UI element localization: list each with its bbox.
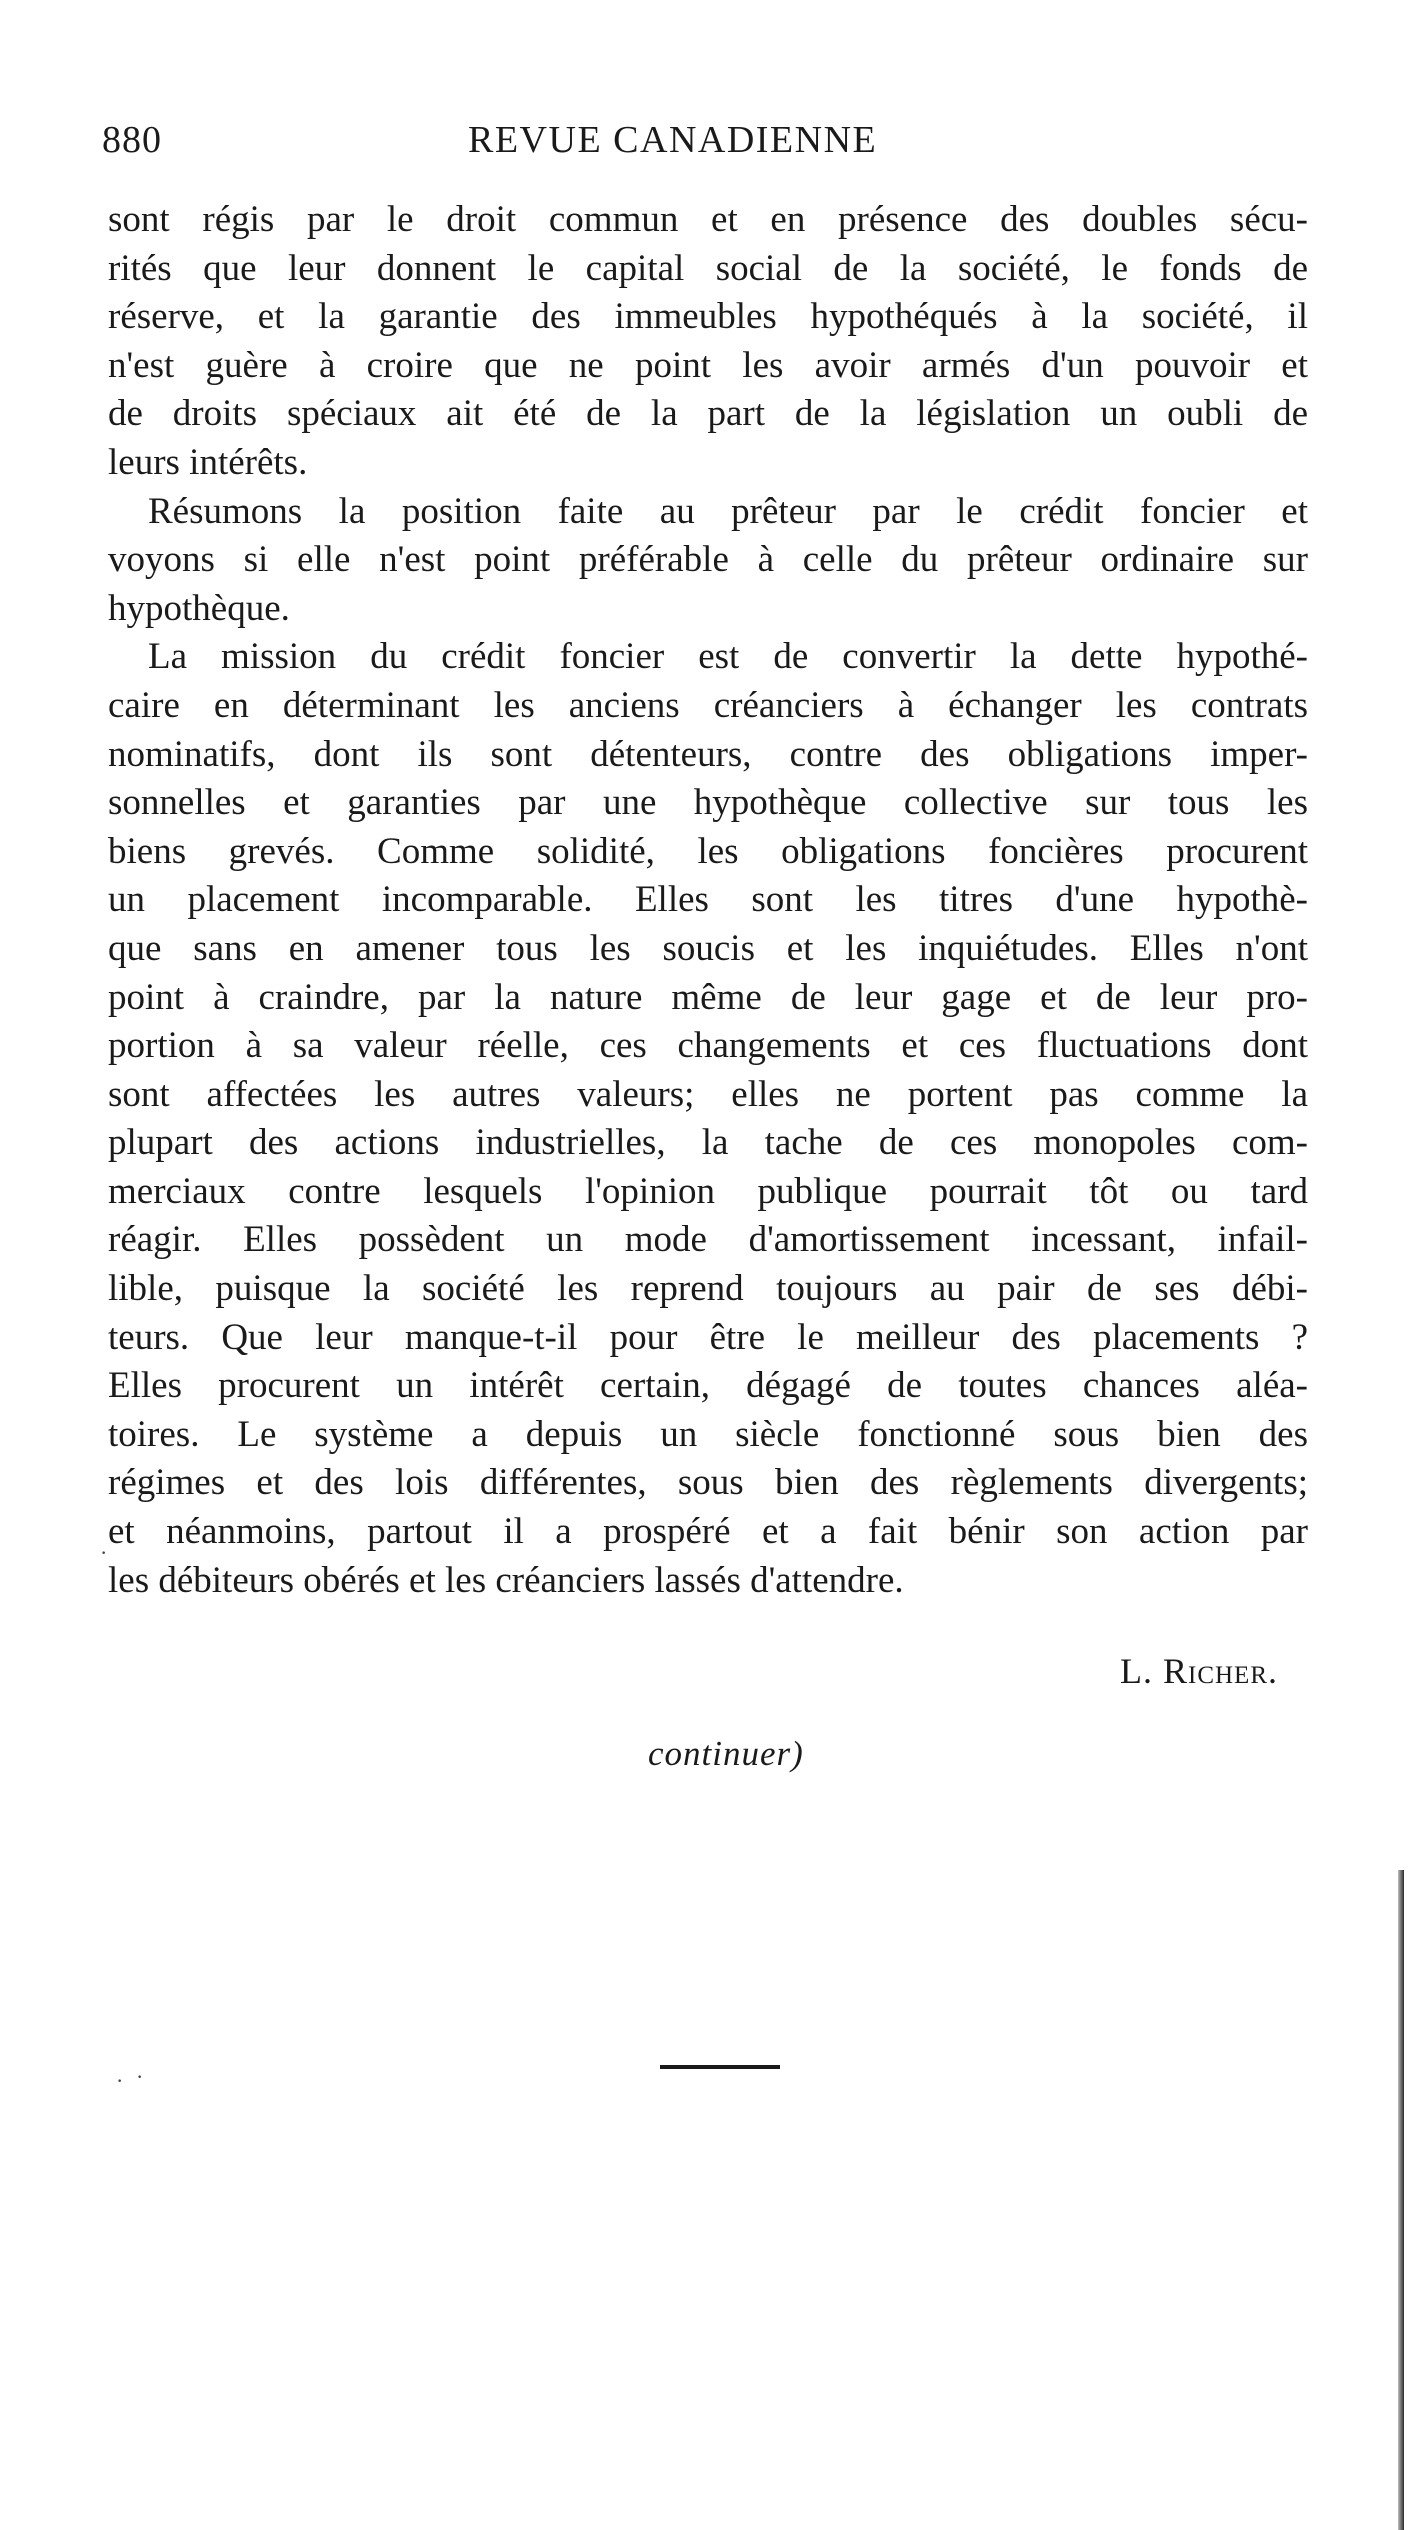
body-text bbox=[108, 196, 1308, 1605]
author-signature bbox=[1120, 1650, 1278, 1692]
text-line: Elles procurent un intérêt certain, dégagé de toutes chances aléa- bbox=[108, 1365, 1308, 1407]
signature-name: Richer. bbox=[1162, 1651, 1278, 1691]
continuation-note: continuer) bbox=[648, 1734, 804, 1773]
text-line: réserve, et la garantie des immeubles hypothéqués à la société, il bbox=[108, 296, 1308, 338]
paragraph bbox=[108, 488, 1308, 634]
text-line: régimes et des lois différentes, sous bien des règlements divergents; bbox=[108, 1462, 1308, 1504]
text-line: biens grevés. Comme solidité, les obligations foncières procurent bbox=[108, 830, 1308, 872]
text-line: voyons si elle n'est point préférable à celle du prêteur ordinaire sur bbox=[108, 539, 1308, 581]
text-line: caire en déterminant les anciens créanciers à échanger les contrats bbox=[108, 684, 1308, 726]
margin-speck: · bbox=[136, 2064, 144, 2089]
text-line: portion à sa valeur réelle, ces changements et ces fluctuations dont bbox=[108, 1025, 1308, 1067]
text-line: de droits spéciaux ait été de la part de la législation un oubli de bbox=[108, 393, 1308, 435]
page-header bbox=[100, 118, 1310, 178]
paragraph bbox=[108, 196, 1308, 488]
text-line: un placement incomparable. Elles sont les titres d'une hypothè- bbox=[108, 879, 1308, 921]
text-line: et néanmoins, partout il a prospéré et a fait bénir son action par bbox=[108, 1511, 1308, 1553]
text-line: merciaux contre lesquels l'opinion publique pourrait tôt ou tard bbox=[108, 1170, 1308, 1212]
text-line: rités que leur donnent le capital social de la société, le fonds de bbox=[108, 247, 1308, 289]
paragraph bbox=[108, 633, 1308, 1605]
text-line: nominatifs, dont ils sont détenteurs, contre des obligations imper- bbox=[108, 733, 1308, 775]
running-title: REVUE CANADIENNE bbox=[468, 119, 878, 161]
closing-rule bbox=[660, 2065, 780, 2069]
text-line: les débiteurs obérés et les créanciers lassés d'attendre. bbox=[108, 1559, 904, 1601]
text-line: leurs intérêts. bbox=[108, 441, 308, 483]
page-edge-shadow bbox=[1398, 1870, 1404, 2530]
text-line: n'est guère à croire que ne point les avoir armés d'un pouvoir et bbox=[108, 344, 1308, 386]
margin-speck: · bbox=[116, 2068, 124, 2093]
text-line: que sans en amener tous les soucis et les inquiétudes. Elles n'ont bbox=[108, 927, 1308, 969]
page-number: 880 bbox=[102, 119, 162, 161]
signature-initial: L. bbox=[1119, 1651, 1153, 1691]
text-line: sont affectées les autres valeurs; elles ne portent pas comme la bbox=[108, 1073, 1308, 1115]
text-line: teurs. Que leur manque-t-il pour être le meilleur des placements ? bbox=[108, 1316, 1308, 1358]
text-line: toires. Le système a depuis un siècle fonctionné sous bien des bbox=[108, 1413, 1308, 1455]
text-line: sonnelles et garanties par une hypothèque collective sur tous les bbox=[108, 782, 1308, 824]
text-line: plupart des actions industrielles, la tache de ces monopoles com- bbox=[108, 1122, 1308, 1164]
text-line: La mission du crédit foncier est de convertir la dette hypothé- bbox=[148, 636, 1308, 678]
text-line: réagir. Elles possèdent un mode d'amortissement incessant, infail- bbox=[108, 1219, 1308, 1261]
text-line: Résumons la position faite au prêteur par le crédit foncier et bbox=[148, 490, 1308, 532]
text-line: sont régis par le droit commun et en présence des doubles sécu- bbox=[108, 199, 1308, 240]
text-line: lible, puisque la société les reprend toujours au pair de ses débi- bbox=[108, 1268, 1308, 1310]
text-line: point à craindre, par la nature même de leur gage et de leur pro- bbox=[108, 976, 1308, 1018]
margin-speck: · bbox=[100, 1540, 108, 1565]
text-line: hypothèque. bbox=[108, 587, 290, 629]
